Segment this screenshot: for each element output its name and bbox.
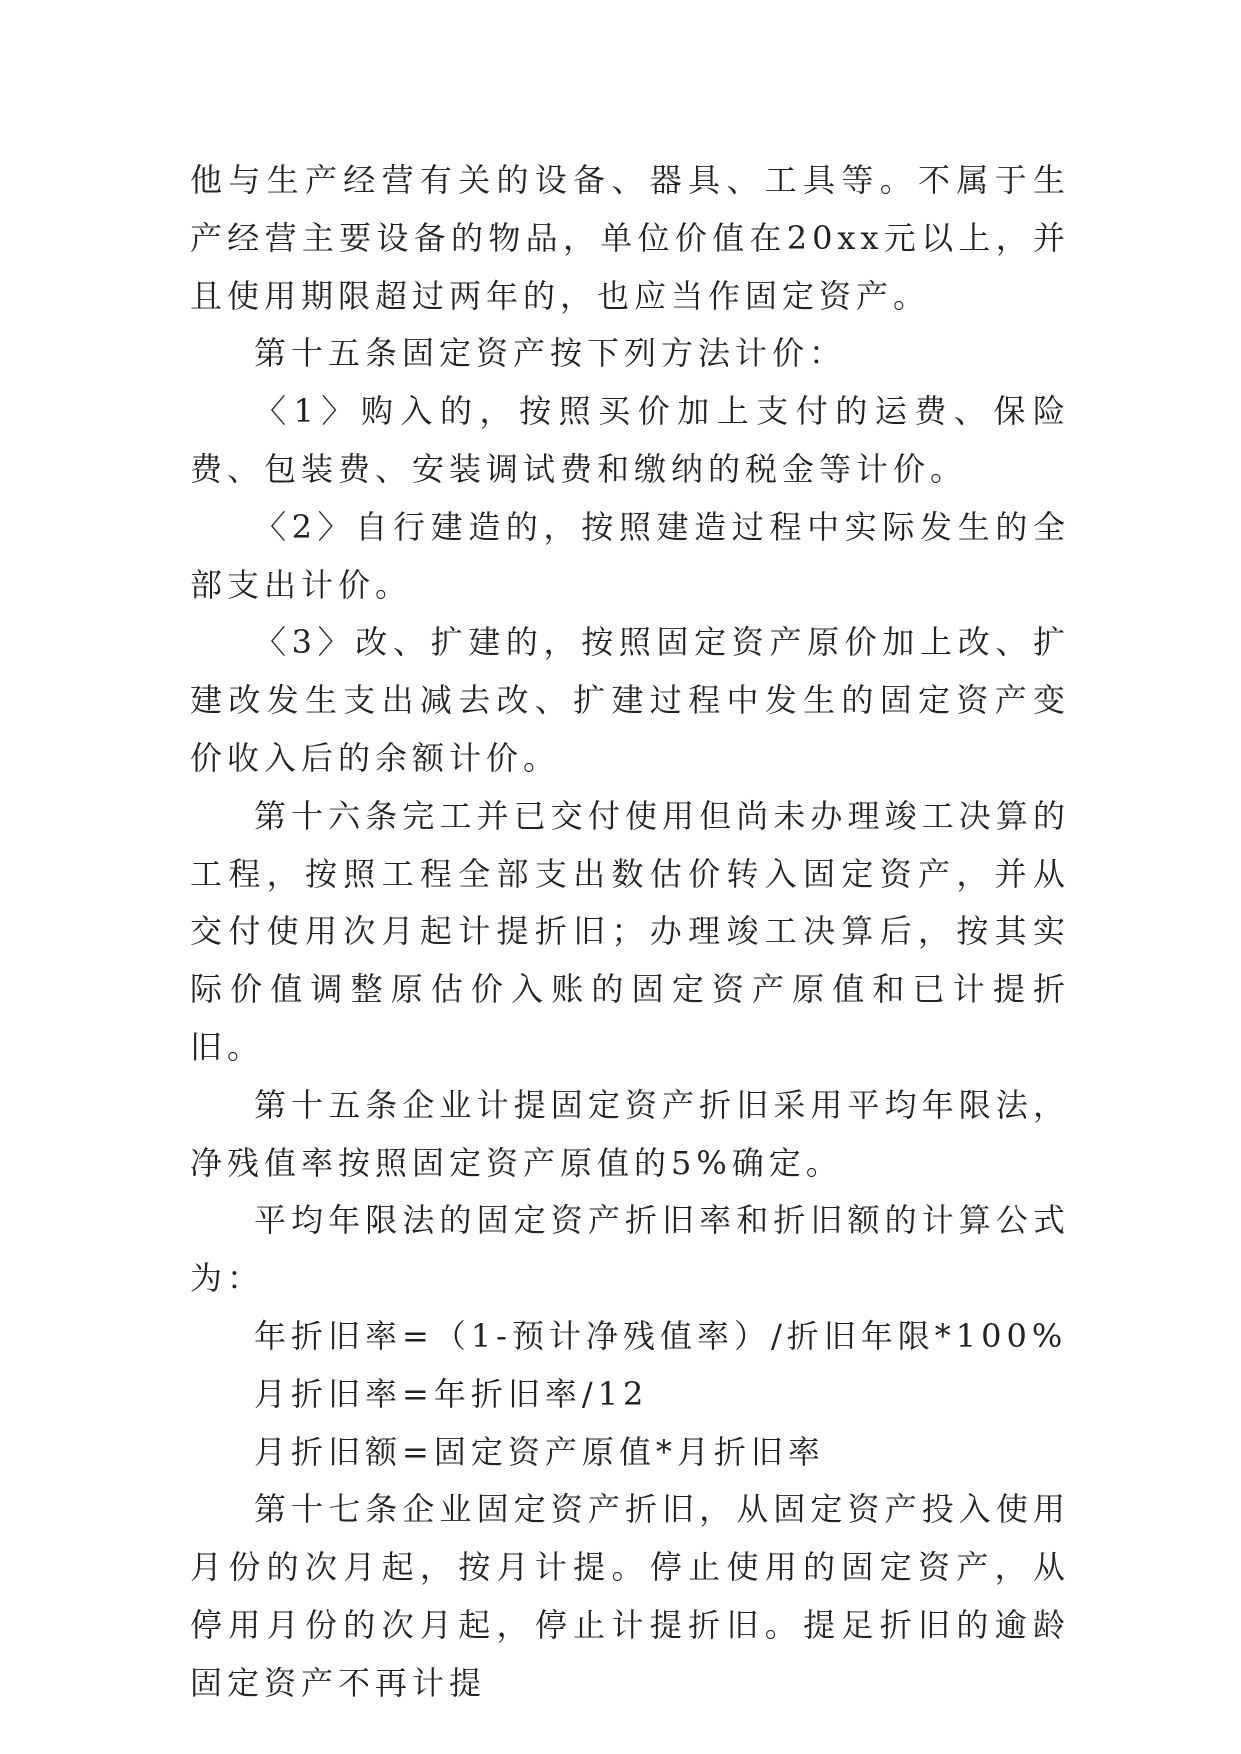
- paragraph-item-2-self-built: 〈2〉自行建造的，按照建造过程中实际发生的全部支出计价。: [190, 507, 1070, 604]
- formula-annual-rate: 年折旧率=（1-预计净残值率）/折旧年限*100%: [254, 1316, 1068, 1355]
- paragraph-article-16-completed-project: 第十六条完工并已交付使用但尚未办理竣工决算的工程，按照工程全部支出数估价转入固定资产，并从交付使用次月起计提折旧；办理竣工决算后，按其实际价值调整原估价入账的固定资产原值和已计提折旧。: [190, 796, 1070, 1066]
- paragraph-continued-equipment: 他与生产经营有关的设备、器具、工具等。不属于生产经营主要设备的物品，单位价值在20xx元以上，并且使用期限超过两年的，也应当作固定资产。: [190, 161, 1070, 315]
- formula-monthly-rate: 月折旧率=年折旧率/12: [254, 1374, 649, 1413]
- document-body: [190, 152, 1070, 1713]
- formula-monthly-amount: 月折旧额=固定资产原值*月折旧率: [254, 1432, 825, 1471]
- paragraph-article-17-depreciation-start: 第十七条企业固定资产折旧，从固定资产投入使用月份的次月起，按月计提。停止使用的固定资产，从停用月份的次月起，停止计提折旧。提足折旧的逾龄固定资产不再计提: [190, 1490, 1070, 1702]
- paragraph-formula-intro: 平均年限法的固定资产折旧率和折旧额的计算公式为：: [190, 1201, 1070, 1298]
- paragraph-item-1-purchased: 〈1〉购入的，按照买价加上支付的运费、保险费、包装费、安装调试费和缴纳的税金等计价。: [190, 392, 1070, 488]
- paragraph-item-3-expansion: 〈3〉改、扩建的，按照固定资产原价加上改、扩建改发生支出减去改、扩建过程中发生的固定资产变价收入后的余额计价。: [190, 623, 1070, 777]
- paragraph-article-15-depreciation-method: 第十五条企业计提固定资产折旧采用平均年限法，净残值率按照固定资产原值的5%确定。: [190, 1085, 1070, 1182]
- paragraph-article-15-valuation: 第十五条固定资产按下列方法计价：: [254, 334, 847, 373]
